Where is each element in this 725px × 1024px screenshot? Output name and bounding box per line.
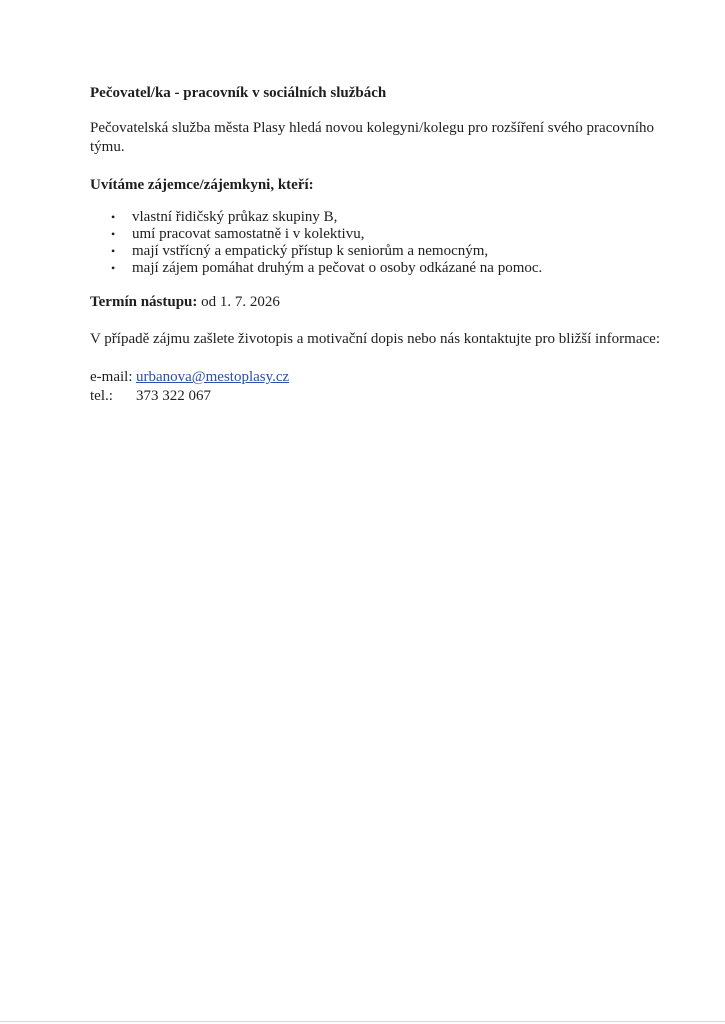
start-date-label: Termín nástupu: xyxy=(90,294,198,310)
requirements-list xyxy=(90,209,675,277)
document-body xyxy=(90,84,675,406)
start-date-line xyxy=(90,293,675,312)
page-title: Pečovatel/ka - pracovník v sociálních službách xyxy=(90,85,387,101)
phone-value: 373 322 067 xyxy=(136,388,211,404)
start-date-value: od 1. 7. 2026 xyxy=(201,294,280,310)
intro-paragraph: Pečovatelská služba města Plasy hledá novou kolegyni/kolegu pro rozšíření svého pracovního týmu. xyxy=(90,120,655,155)
list-item-text: umí pracovat samostatně i v kolektivu, xyxy=(132,226,365,242)
email-row xyxy=(90,368,675,387)
list-item xyxy=(108,243,675,260)
list-item xyxy=(108,226,675,243)
phone-row xyxy=(90,387,675,406)
page-edge-divider xyxy=(0,1021,725,1022)
list-item xyxy=(108,209,675,226)
requirements-heading: Uvítáme zájemce/zájemkyni, kteří: xyxy=(90,177,314,193)
bullet-icon: • xyxy=(111,210,116,224)
list-item-text: mají vstřícný a empatický přístup k seniorům a nemocným, xyxy=(132,243,489,259)
email-label: e-mail: xyxy=(90,369,133,385)
list-item-text: mají zájem pomáhat druhým a pečovat o osoby odkázané na pomoc. xyxy=(132,260,543,276)
phone-label: tel.: xyxy=(90,388,113,404)
bullet-icon: • xyxy=(111,244,116,258)
bullet-icon: • xyxy=(111,261,116,275)
list-item xyxy=(108,260,675,277)
email-link[interactable]: urbanova@mestoplasy.cz xyxy=(136,369,290,385)
bullet-icon: • xyxy=(111,227,116,241)
apply-paragraph: V případě zájmu zašlete životopis a motivační dopis nebo nás kontaktujte pro bližší informace: xyxy=(90,331,660,347)
contact-block xyxy=(90,368,675,406)
list-item-text: vlastní řidičský průkaz skupiny B, xyxy=(132,209,338,225)
